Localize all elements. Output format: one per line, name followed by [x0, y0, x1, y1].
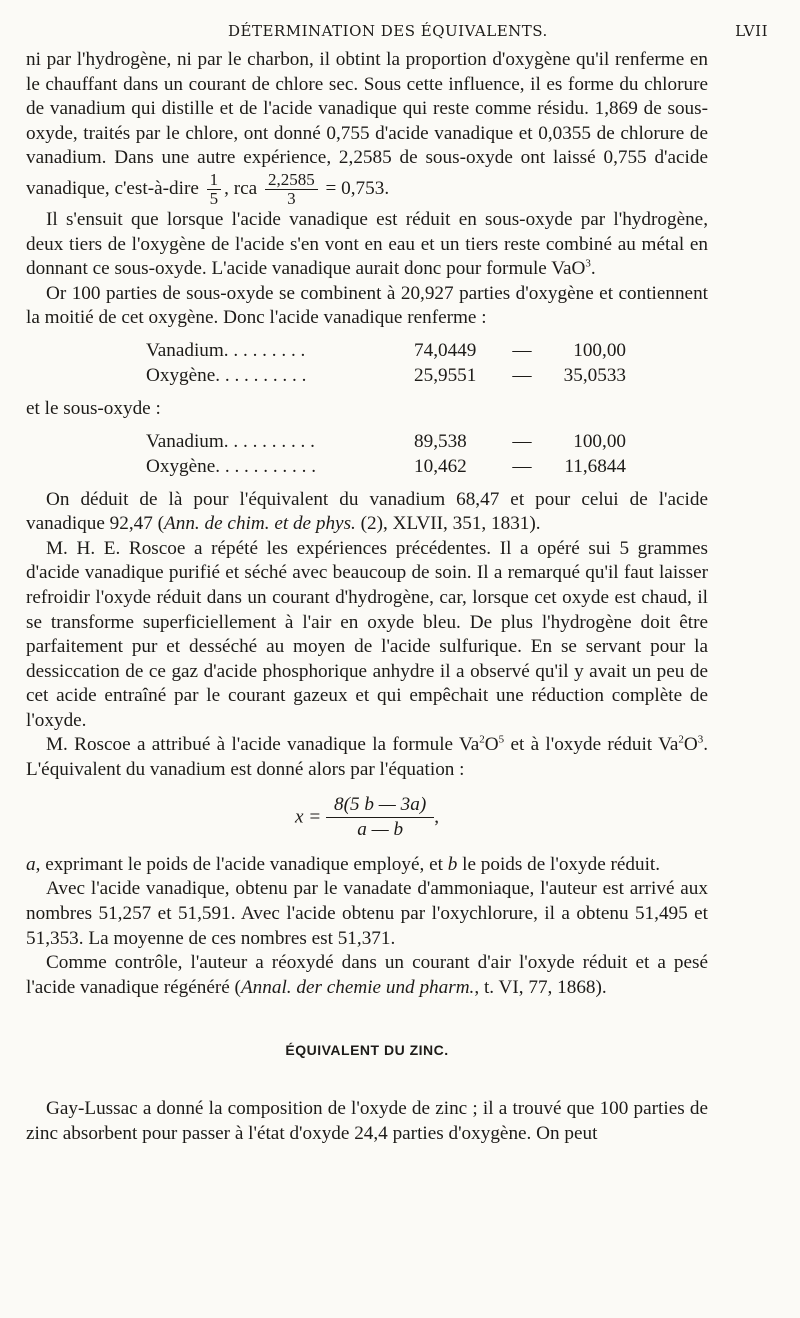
table-row: Oxygène. . . . . . . . . . . 10,462 — 11,6844 [146, 455, 626, 477]
paragraph-7: M. Roscoe a attribué à l'acide vanadique la formule $Va^2O^5$ et à l'oxyde réduit $Va^2O^3$. L'équivalent du vanadium est donné alors par l'équation : [26, 734, 708, 781]
paragraph-11: Gay-Lussac a donné la composition de l'oxyde de zinc ; il a trouvé que 100 parties de zinc absorbent pour passer à l'état d'oxyde 24,4 parties d'oxygène. On peut [26, 1098, 708, 1144]
paragraph-1: ni par l'hydrogène, ni par le charbon, il obtint la proportion d'oxygène qu'il renferme en le chauffant dans un courant de chlore sec. Sous cette influence, il es forme du chlorure de vanadium qui distille et de l'acide vanadique qui reste comme résidu. 1,869 de sous-oxyde, traités par le chlore, ont donné 0,755 d'acide vanadique et 0,0355 de chlorure de vanadium. Dans une autre expérience, 2,2585 de sous-oxyde ont laissé 0,755 d'acide vanadique, c'est-à-dire $\frac{1}{5}$ , rca $\frac{2,2585}{3}$ = 0,753. [26, 49, 708, 208]
table-row: Vanadium. . . . . . . . . . 89,538 — 100,00 [146, 430, 626, 452]
paragraph-4: et le sous-oxyde : [26, 397, 161, 419]
citation: Ann. de chim. et de phys. [164, 513, 356, 535]
paragraph-10: Comme contrôle, l'auteur a réoxydé dans un courant d'air l'oxyde réduit et a pesé l'acide vanadique régénéré (Annal. der chemie und pharm., t. VI, 77, 1868). [26, 952, 708, 998]
running-head: DÉTERMINATION DES ÉQUIVALENTS. [228, 22, 548, 40]
paragraph-9: Avec l'acide vanadique, obtenu par le vanadate d'ammoniaque, l'auteur est arrivé aux nombres 51,257 et 51,591. Avec l'acide obtenu par l'oxychlorure, il a obtenu 51,495 et 51,353. La moyenne de ces nombres est 51,371. [26, 878, 708, 949]
equivalent-formula: x = $\frac{8(5 b — 3a)}{a — b}$ , [26, 793, 708, 843]
paragraph-8: a, exprimant le poids de l'acide vanadique employé, et b le poids de l'oxyde réduit. [26, 853, 661, 875]
fraction-mass-over-three: $\frac{2,2585}{3}$ [265, 171, 318, 208]
paragraph-2: Il s'ensuit que lorsque l'acide vanadique est réduit en sous-oxyde par l'hydrogène, deux tiers de l'oxygène de l'acide s'en vont en eau et un tiers reste combiné au métal en donnant ce sous-oxyde. L'acide vanadique aurait donc pour formule VaO$^3$. [26, 208, 708, 280]
composition-table-acid [146, 339, 626, 389]
fraction-one-fifth: $\frac{1}{5}$ [207, 171, 222, 208]
citation: Annal. der chemie und pharm. [240, 976, 475, 998]
table-row: Vanadium. . . . . . . . . 74,0449 — 100,00 [146, 339, 626, 361]
table-row: Oxygène. . . . . . . . . . 25,9551 — 35,0533 [146, 364, 626, 386]
section-title: ÉQUIVALENT DU ZINC. [285, 1042, 449, 1059]
paragraph-6: M. H. E. Roscoe a répété les expériences précédentes. Il a opéré sui 5 grammes d'acide vanadique purifié et séché avec beaucoup de soin. Il a remarqué qu'il faut laisser refroidir l'oxyde réduit dans un courant d'hydrogène, car, lorsque cet oxyde est chaud, il se transforme superficiellement à l'air en oxyde bleu. De plus l'hydrogène doit être parfaitement pur et desséché au moyen de l'acide sulfurique. En se servant pour la dessiccation de ce gaz d'acide phosphorique anhydre il a observé qu'il y avait un peu de cet acide entraîné par le courant gazeux et qui empêchait une réduction complète de l'oxyde. [26, 537, 708, 731]
paragraph-3: Or 100 parties de sous-oxyde se combinent à 20,927 parties d'oxygène et contiennent la moitié de cet oxygène. Donc l'acide vanadique renferme : [26, 282, 708, 329]
paragraph-5: On déduit de là pour l'équivalent du vanadium 68,47 et pour celui de l'acide vanadique 92,47 (Ann. de chim. et de phys. (2), XLVII, 351, 1831). [26, 488, 708, 535]
composition-table-suboxide [146, 430, 626, 480]
formula-fraction: $\frac{8(5 b — 3a)}{a — b}$ [326, 793, 434, 843]
page-number: LVII [735, 22, 768, 40]
page-body [26, 48, 708, 1146]
page-header [28, 18, 768, 44]
